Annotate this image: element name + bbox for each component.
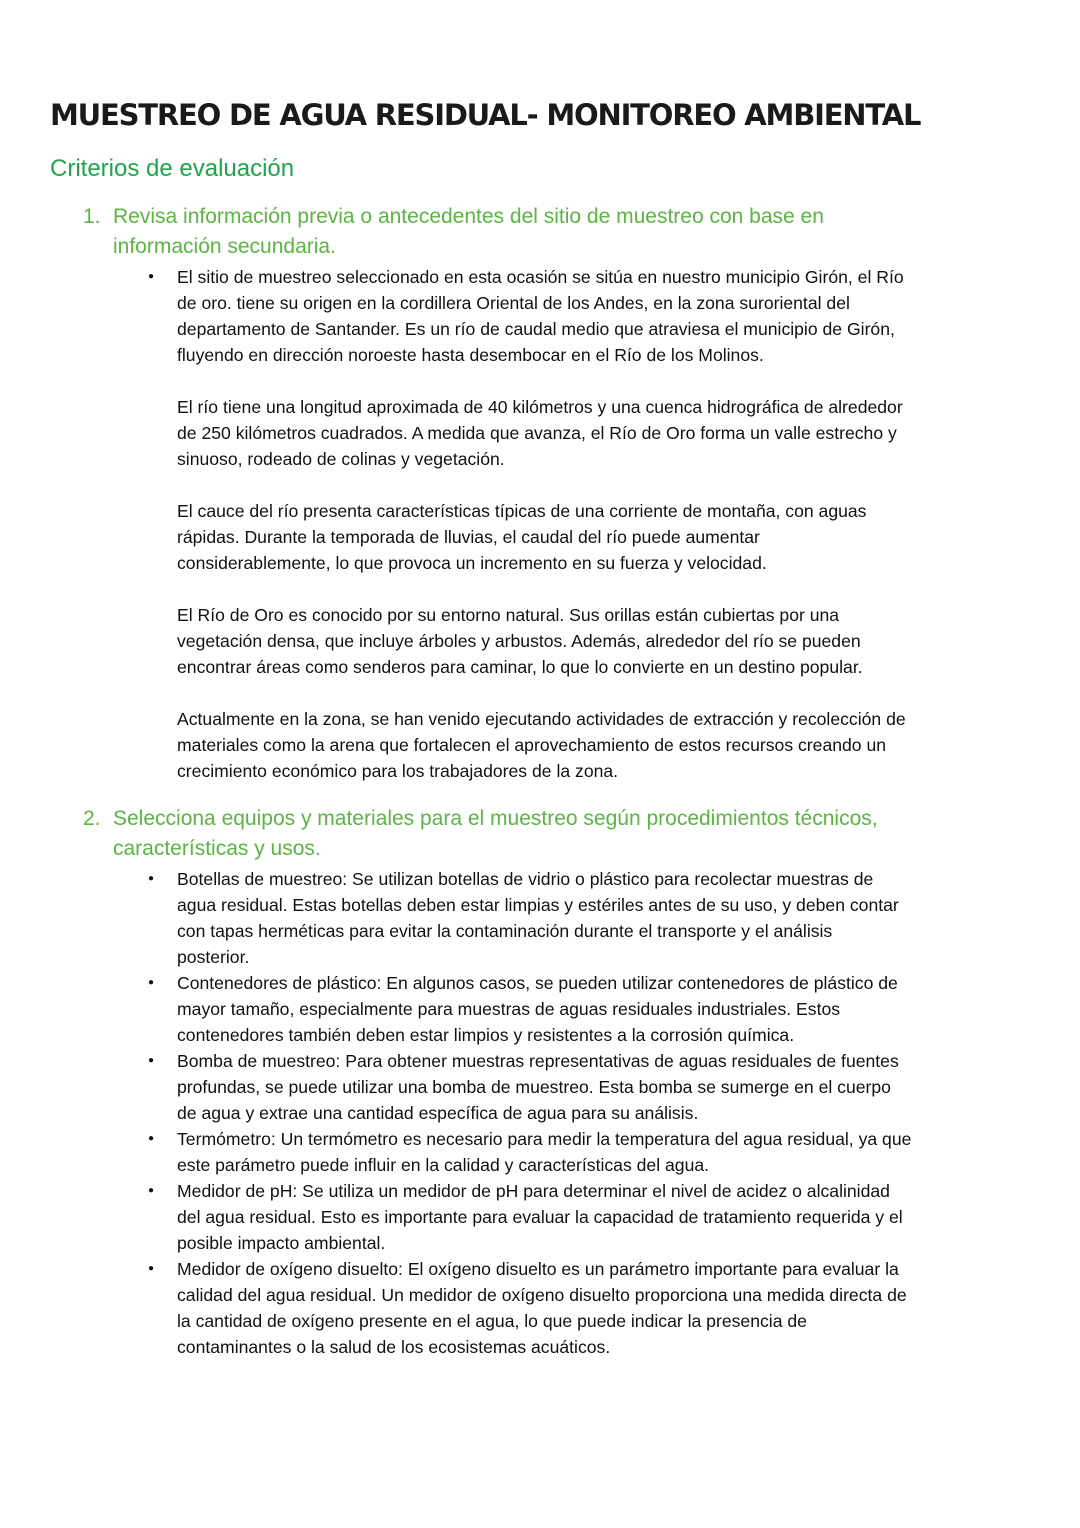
text-line: Botellas de muestreo: Se utilizan botellas de vidrio o plástico para recolectar muestras de [177,869,874,889]
criteria-list [0,202,1080,1380]
bullet-icon: ● [148,1055,155,1066]
bullet-item [0,866,1080,970]
text-line: posible impacto ambiental. [177,1233,386,1253]
section-number: 2. [83,807,101,830]
text-line: contaminantes o la salud de los ecosistemas acuáticos. [177,1337,611,1357]
bullet-list [0,866,1080,1360]
criteria-section [0,202,1080,784]
text-line: de 250 kilómetros cuadrados. A medida que avanza, el Río de Oro forma un valle estrecho y [177,423,897,443]
text-line: El cauce del río presenta características típicas de una corriente de montaña, con aguas [177,501,867,521]
paragraph [177,1048,1080,1126]
text-line: departamento de Santander. Es un río de caudal medio que atraviesa el municipio de Girón, [177,319,895,339]
paragraph [177,970,1080,1048]
heading-line: Revisa información previa o antecedentes del sitio de muestreo con base en [113,205,824,228]
text-line: materiales como la arena que fortalecen el aprovechamiento de estos recursos creando un [177,735,887,755]
section-subtitle: Criterios de evaluación [50,155,295,182]
heading-line: características y usos. [113,837,321,860]
bullet-list [0,264,1080,784]
section-heading [0,202,1080,262]
text-line: posterior. [177,947,250,967]
text-line: rápidas. Durante la temporada de lluvias, el caudal del río puede aumentar [177,527,760,547]
text-line: Termómetro: Un termómetro es necesario para medir la temperatura del agua residual, ya que [177,1129,912,1149]
text-line: crecimiento económico para los trabajadores de la zona. [177,761,619,781]
text-line: El Río de Oro es conocido por su entorno natural. Sus orillas están cubiertas por una [177,605,840,625]
heading-line: información secundaria. [113,235,336,258]
bullet-icon: ● [148,1263,155,1274]
text-line: El sitio de muestreo seleccionado en esta ocasión se sitúa en nuestro municipio Girón, el Río [177,267,904,287]
text-line: sinuoso, rodeado de colinas y vegetación. [177,449,505,469]
paragraph [177,602,1080,680]
bullet-icon: ● [148,873,155,884]
text-line: contenedores también deben estar limpios y resistentes a la corrosión química. [177,1025,795,1045]
bullet-icon: ● [148,977,155,988]
text-line: del agua residual. Esto es importante para evaluar la capacidad de tratamiento requerida y el [177,1207,903,1227]
text-line: agua residual. Estas botellas deben estar limpias y estériles antes de su uso, y deben contar [177,895,899,915]
bullet-item [0,1126,1080,1178]
criteria-section [0,804,1080,1360]
bullet-item [0,970,1080,1048]
text-line: Contenedores de plástico: En algunos casos, se pueden utilizar contenedores de plástico de [177,973,898,993]
paragraph [177,498,1080,576]
text-line: Medidor de oxígeno disuelto: El oxígeno disuelto es un parámetro importante para evaluar la [177,1259,899,1279]
heading-line: Selecciona equipos y materiales para el muestreo según procedimientos técnicos, [113,807,878,830]
bullet-item [0,264,1080,784]
text-line: profundas, se puede utilizar una bomba de muestreo. Esta bomba se sumerge en el cuerpo [177,1077,891,1097]
bullet-icon: ● [148,1185,155,1196]
paragraph [177,706,1080,784]
bullet-icon: ● [148,1133,155,1144]
paragraph [177,394,1080,472]
text-line: este parámetro puede influir en la calidad y características del agua. [177,1155,710,1175]
section-heading [0,804,1080,864]
paragraph [177,866,1080,970]
document-title: MUESTREO DE AGUA RESIDUAL- MONITOREO AMBIENTAL [50,98,921,132]
text-line: con tapas herméticas para evitar la contaminación durante el transporte y el análisis [177,921,833,941]
bullet-item [0,1256,1080,1360]
bullet-item [0,1178,1080,1256]
bullet-item [0,1048,1080,1126]
bullet-icon: ● [148,271,155,282]
text-line: fluyendo en dirección noroeste hasta desembocar en el Río de los Molinos. [177,345,764,365]
paragraph [177,1178,1080,1256]
text-line: mayor tamaño, especialmente para muestras de aguas residuales industriales. Estos [177,999,841,1019]
text-line: El río tiene una longitud aproximada de 40 kilómetros y una cuenca hidrográfica de alrededor [177,397,903,417]
text-line: de agua y extrae una cantidad específica de agua para su análisis. [177,1103,699,1123]
paragraph [177,264,1080,368]
text-line: vegetación densa, que incluye árboles y arbustos. Además, alrededor del río se pueden [177,631,861,651]
paragraph [177,1256,1080,1360]
text-line: calidad del agua residual. Un medidor de oxígeno disuelto proporciona una medida directa de [177,1285,907,1305]
text-line: de oro. tiene su origen en la cordillera Oriental de los Andes, en la zona suroriental del [177,293,850,313]
text-line: Medidor de pH: Se utiliza un medidor de pH para determinar el nivel de acidez o alcalinidad [177,1181,890,1201]
text-line: la cantidad de oxígeno presente en el agua, lo que puede indicar la presencia de [177,1311,807,1331]
text-line: Actualmente en la zona, se han venido ejecutando actividades de extracción y recolección de [177,709,906,729]
text-line: considerablemente, lo que provoca un incremento en su fuerza y velocidad. [177,553,767,573]
text-line: Bomba de muestreo: Para obtener muestras representativas de aguas residuales de fuentes [177,1051,899,1071]
section-number: 1. [83,205,101,228]
text-line: encontrar áreas como senderos para caminar, lo que lo convierte en un destino popular. [177,657,863,677]
paragraph [177,1126,1080,1178]
